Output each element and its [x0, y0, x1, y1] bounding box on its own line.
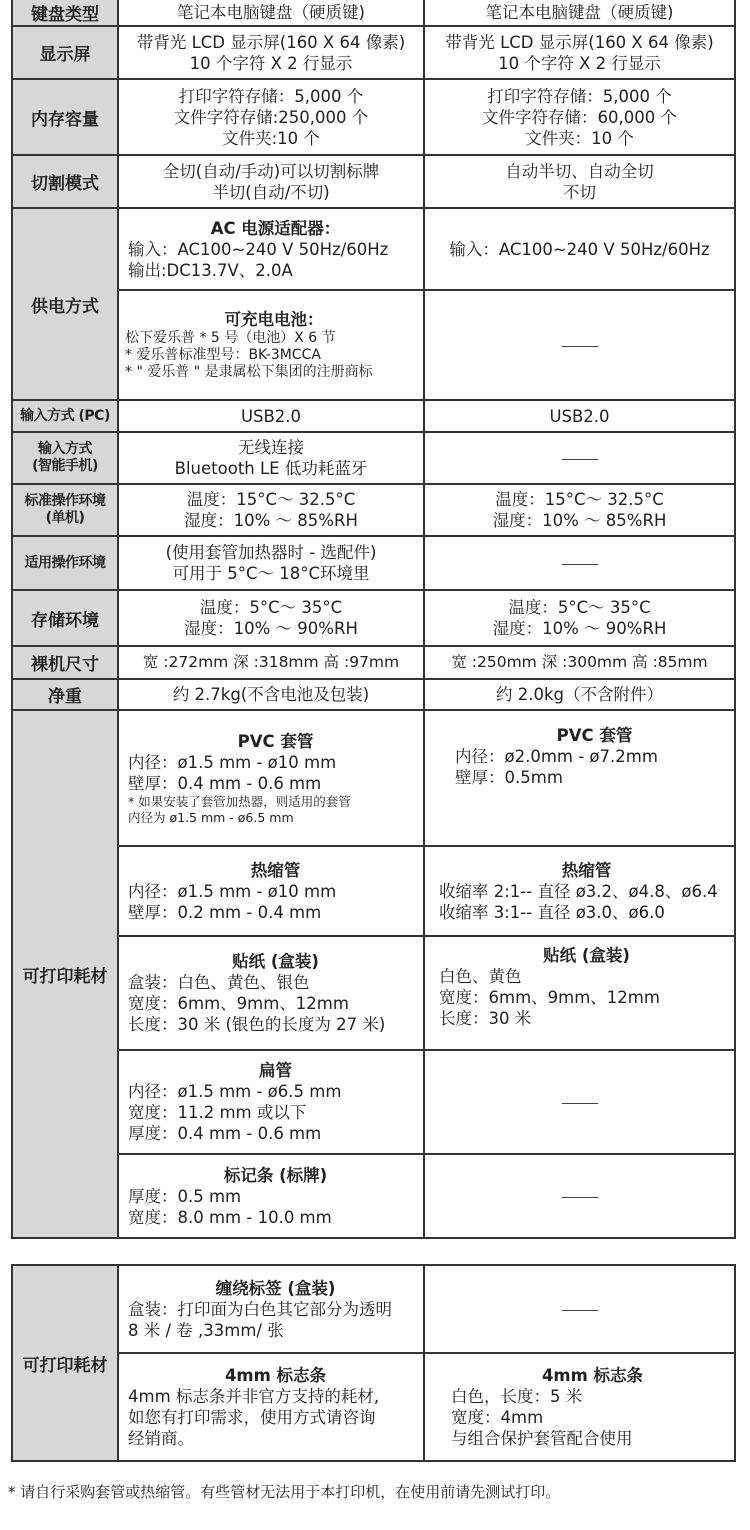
memory-value-a: 打印字符存储：5,000 个 文件字符存储:250,000 个 文件夹:10 个 — [118, 79, 424, 155]
spec-table — [11, 0, 736, 1239]
pvc-sleeve-b: PVC 套管 内径：ø2.0mm - ø7.2mm 壁厚：0.5mm — [424, 710, 735, 846]
table-row — [12, 846, 735, 936]
table-row — [12, 290, 735, 400]
wrap-label-a: 缠绕标签 (盒装) 盒装：打印面为白色其它部分为透明 8 米 / 卷 ,33mm/ 张 — [118, 1265, 424, 1353]
row-header-power: 供电方式 — [12, 208, 118, 400]
table-row — [12, 400, 735, 432]
table-row — [12, 432, 735, 484]
input-pc-value-a: USB2.0 — [118, 400, 424, 432]
row-header-keyboard: 键盘类型 — [12, 0, 118, 26]
marker-strip-a: 标记条 (标牌) 厚度：0.5 mm 宽度：8.0 mm - 10.0 mm — [118, 1154, 424, 1238]
strip-4mm-b: 4mm 标志条 白色，长度：5 米 宽度：4mm 与组合保护套管配合使用 — [424, 1353, 735, 1461]
table-row — [12, 26, 735, 79]
table-row — [12, 646, 735, 679]
label-box-title: 贴纸 (盒装) — [232, 952, 319, 971]
not-applicable-dash — [562, 564, 598, 565]
row-header-memory: 内存容量 — [12, 79, 118, 155]
cut-mode-value-b: 自动半切、自动全切 不切 — [424, 155, 735, 208]
keyboard-value-b: 笔记本电脑键盘（硬质键) — [424, 0, 735, 26]
table-row — [12, 484, 735, 536]
strip-4mm-title: 4mm 标志条 — [224, 1366, 327, 1385]
flat-tube-a: 扁管 内径：ø1.5 mm - ø6.5 mm 宽度：11.2 mm 或以下 厚度：0.4 mm - 0.6 mm — [118, 1050, 424, 1154]
row-header-size: 裸机尺寸 — [12, 646, 118, 679]
input-phone-value-a: 无线连接 Bluetooth LE 低功耗蓝牙 — [118, 432, 424, 484]
table-row — [12, 208, 735, 290]
not-applicable-dash — [562, 1103, 598, 1104]
table-row — [12, 536, 735, 590]
heat-shrink-title: 热缩管 — [250, 860, 301, 880]
std-env-value-b: 温度：15°C～ 32.5°C 湿度：10% ～ 85%RH — [424, 484, 735, 536]
std-env-value-a: 温度：15°C～ 32.5°C 湿度：10% ～ 85%RH — [118, 484, 424, 536]
display-value-a: 带背光 LCD 显示屏(160 X 64 像素) 10 个字符 X 2 行显示 — [118, 26, 424, 79]
row-header-weight: 净重 — [12, 679, 118, 710]
label-box-b: 贴纸 (盒装) 白色、黄色 宽度：6mm、9mm、12mm 长度：30 米 — [424, 936, 735, 1050]
not-applicable-dash — [562, 346, 598, 347]
marker-strip-title: 标记条 (标牌) — [223, 1165, 328, 1185]
row-header-app-env: 适用操作环境 — [12, 536, 118, 590]
label-box-a: 贴纸 (盒装) 盒装：白色、黄色、银色 宽度：6mm、9mm、12mm 长度：30 米 (银色的长度为 27 米) — [118, 936, 424, 1050]
table-row — [12, 155, 735, 208]
input-pc-value-b: USB2.0 — [424, 400, 735, 432]
strip-4mm-title-b: 4mm 标志条 — [541, 1366, 644, 1385]
table-row — [12, 936, 735, 1050]
wrap-label-title: 缠绕标签 (盒装) — [215, 1278, 336, 1298]
row-header-consumables: 可打印耗材 — [12, 710, 118, 1238]
row-header-consumables-2: 可打印耗材 — [12, 1265, 118, 1461]
table-row — [12, 1353, 735, 1461]
row-header-input-phone: 输入方式 (智能手机) — [12, 432, 118, 484]
cut-mode-value-a: 全切(自动/手动)可以切割标牌 半切(自动/不切) — [118, 155, 424, 208]
storage-value-a: 温度：5°C～ 35°C 湿度：10% ～ 90%RH — [118, 590, 424, 646]
table-row — [12, 0, 735, 26]
row-header-input-pc: 输入方式 (PC) — [12, 400, 118, 432]
table-row — [12, 710, 735, 846]
memory-value-b: 打印字符存储：5,000 个 文件字符存储：60,000 个 文件夹：10 个 — [424, 79, 735, 155]
display-value-b: 带背光 LCD 显示屏(160 X 64 像素) 10 个字符 X 2 行显示 — [424, 26, 735, 79]
keyboard-value-a: 笔记本电脑键盘（硬质键) — [118, 0, 424, 26]
pvc-title: PVC 套管 — [237, 731, 314, 751]
size-value-b: 宽 :250mm 深 :300mm 高 :85mm — [424, 646, 735, 679]
weight-value-b: 约 2.0kg（不含附件） — [424, 679, 735, 710]
label-box-title-b: 贴纸 (盒装) — [543, 946, 630, 965]
app-env-value-b — [424, 536, 735, 590]
heat-shrink-title-b: 热缩管 — [561, 860, 612, 880]
power-adapter-a: AC 电源适配器： 输入：AC100~240 V 50Hz/60Hz 输出:DC13.7V、2.0A — [118, 208, 424, 290]
storage-value-b: 温度：5°C～ 35°C 湿度：10% ～ 90%RH — [424, 590, 735, 646]
battery-title: 可充电电池： — [224, 310, 324, 329]
heat-shrink-a: 热缩管 内径：ø1.5 mm - ø10 mm 壁厚：0.2 mm - 0.4 mm — [118, 846, 424, 936]
power-battery-b — [424, 290, 735, 400]
pvc-title-b: PVC 套管 — [556, 726, 633, 745]
strip-4mm-a: 4mm 标志条 4mm 标志条并非官方支持的耗材, 如您有打印需求，使用方式请咨询 经销商。 — [118, 1353, 424, 1461]
wrap-label-b — [424, 1265, 735, 1353]
flat-tube-title: 扁管 — [259, 1061, 292, 1080]
weight-value-a: 约 2.7kg(不含电池及包装) — [118, 679, 424, 710]
footnote: * 请自行采购套管或热缩管。有些管材无法用于本打印机，在使用前请先测试打印。 — [8, 1483, 561, 1501]
not-applicable-dash — [562, 459, 598, 460]
power-adapter-b: 输入：AC100~240 V 50Hz/60Hz — [424, 208, 735, 290]
pvc-sleeve-a: PVC 套管 内径：ø1.5 mm - ø10 mm 壁厚：0.4 mm - 0.6 mm * 如果安装了套管加热器，则适用的套管 内径为 ø1.5 mm - ø6.5 mm — [118, 710, 424, 846]
power-battery-a: 可充电电池： 松下爱乐普 * 5 号（电池）X 6 节 * 爱乐普标准型号：BK-3MCCA * " 爱乐普 " 是隶属松下集团的注册商标 — [118, 290, 424, 400]
heat-shrink-b: 热缩管 收缩率 2:1-- 直径 ø3.2、ø4.8、ø6.4 收缩率 3:1-- 直径 ø3.0、ø6.0 — [424, 846, 735, 936]
table-row — [12, 1154, 735, 1238]
table-row — [12, 679, 735, 710]
adapter-title: AC 电源适配器： — [210, 218, 341, 238]
input-phone-value-b — [424, 432, 735, 484]
row-header-std-env: 标准操作环境 (单机) — [12, 484, 118, 536]
not-applicable-dash — [562, 1310, 598, 1311]
marker-strip-b — [424, 1154, 735, 1238]
flat-tube-b — [424, 1050, 735, 1154]
consumables-table — [11, 1264, 736, 1462]
row-header-cut-mode: 切割模式 — [12, 155, 118, 208]
table-row — [12, 1265, 735, 1353]
table-row — [12, 590, 735, 646]
table-row — [12, 79, 735, 155]
row-header-storage: 存储环境 — [12, 590, 118, 646]
not-applicable-dash — [562, 1197, 598, 1198]
app-env-value-a: (使用套管加热器时 - 选配件) 可用于 5°C～ 18°C环境里 — [118, 536, 424, 590]
row-header-display: 显示屏 — [12, 26, 118, 79]
table-row — [12, 1050, 735, 1154]
size-value-a: 宽 :272mm 深 :318mm 高 :97mm — [118, 646, 424, 679]
